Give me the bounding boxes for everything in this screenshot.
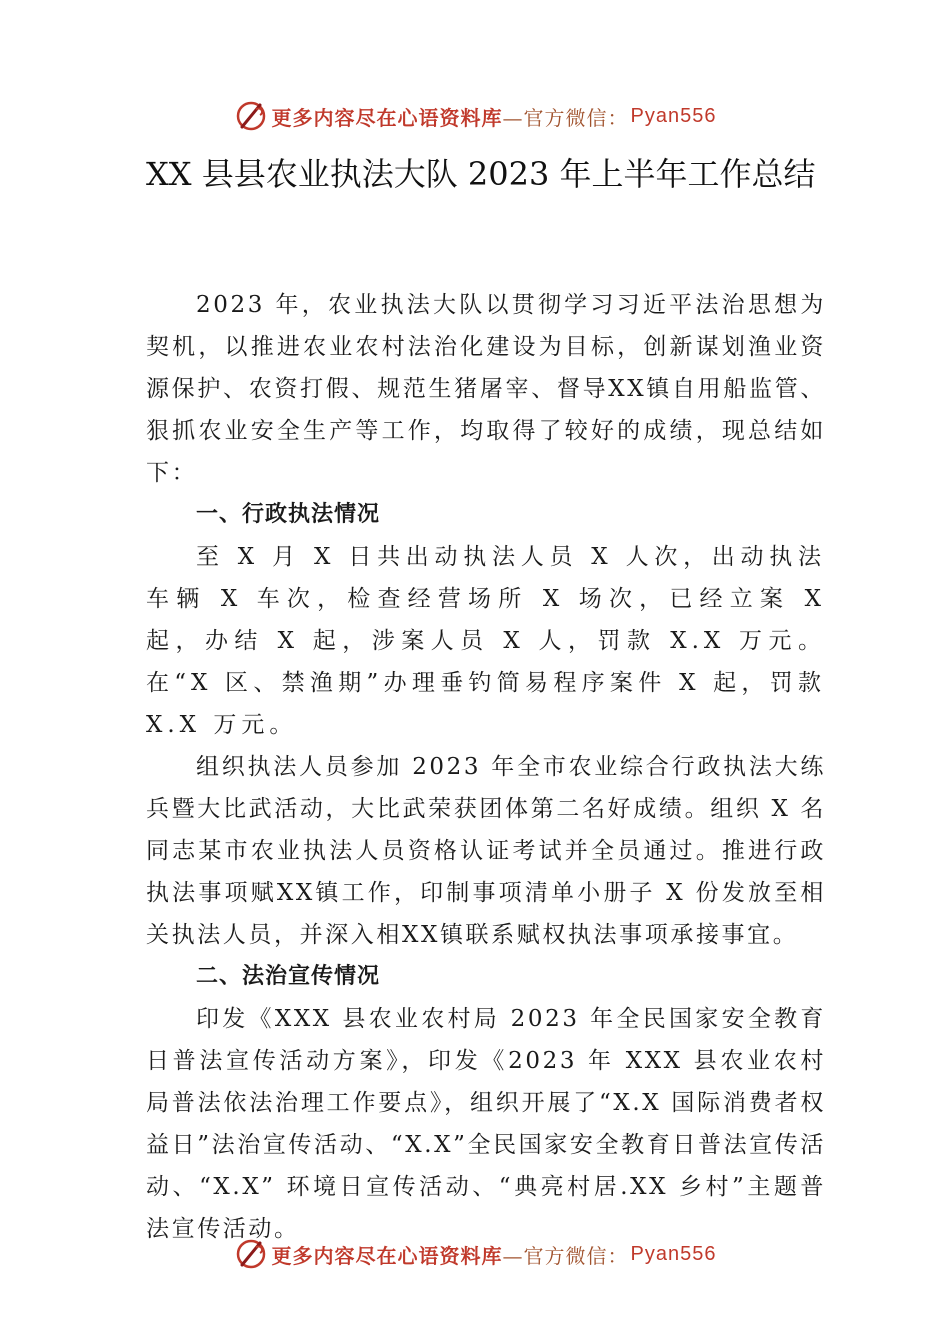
document-title: XX 县县农业执法大队 2023 年上半年工作总结 xyxy=(146,155,816,193)
intro-paragraph: 2023 年，农业执法大队以贯彻学习习近平法治思想为契机，以推进农业农村法治化建设为目标，创新谋划渔业资源保护、农资打假、规范生猪屠宰、督导XX镇自用船监管、狠抓农业安全生产等工作，均取得了较好的成绩，现总结如下： xyxy=(146,292,826,486)
brush-logo-icon xyxy=(234,1237,268,1271)
section-heading-enforcement: 一、行政执法情况 xyxy=(196,502,381,527)
brush-logo-icon xyxy=(234,99,268,133)
watermark-main-text: 更多内容尽在心语资料库 xyxy=(271,105,503,130)
document-body xyxy=(146,284,826,1250)
watermark-sub-text: —官方微信： xyxy=(502,105,629,130)
enforcement-paragraph-2: 组织执法人员参加 2023 年全市农业综合行政执法大练兵暨大比武活动，大比武荣获团体第二名好成绩。组织 X 名同志某市农业执法人员资格认证考试并全员通过。推进行政执法事项赋XX镇工作，印制事项清单小册子 X 份发放至相关执法人员，并深入相XX镇联系赋权执法事项承接事宜。 xyxy=(146,754,826,948)
section-heading-publicity: 二、法治宣传情况 xyxy=(196,964,381,989)
footer-watermark xyxy=(0,1232,950,1276)
header-watermark xyxy=(0,94,950,138)
enforcement-paragraph-1: 至 X 月 X 日共出动执法人员 X 人次，出动执法车辆 X 车次，检查经营场所 X 场次，已经立案 X 起，办结 X 起，涉案人员 X 人，罚款 X.X 万元。在“X 区、禁渔期”办理垂钓简易程序案件 X 起，罚款 X.X 万元。 xyxy=(146,544,826,738)
watermark-wechat-id: Pyan556 xyxy=(630,1242,717,1265)
watermark-sub-text: —官方微信： xyxy=(502,1243,629,1268)
watermark-main-text: 更多内容尽在心语资料库 xyxy=(271,1243,503,1268)
publicity-paragraph-1: 印发《XXX 县农业农村局 2023 年全民国家安全教育日普法宣传活动方案》，印发《2023 年 XXX 县农业农村局普法依法治理工作要点》，组织开展了“X.X 国际消费者权益日”法治宣传活动、“X.X”全民国家安全教育日普法宣传活动、“X.X” 环境日宣传活动、“典亮村居.XX 乡村”主题普法宣传活动。 xyxy=(146,1006,826,1242)
watermark-wechat-id: Pyan556 xyxy=(630,104,717,127)
